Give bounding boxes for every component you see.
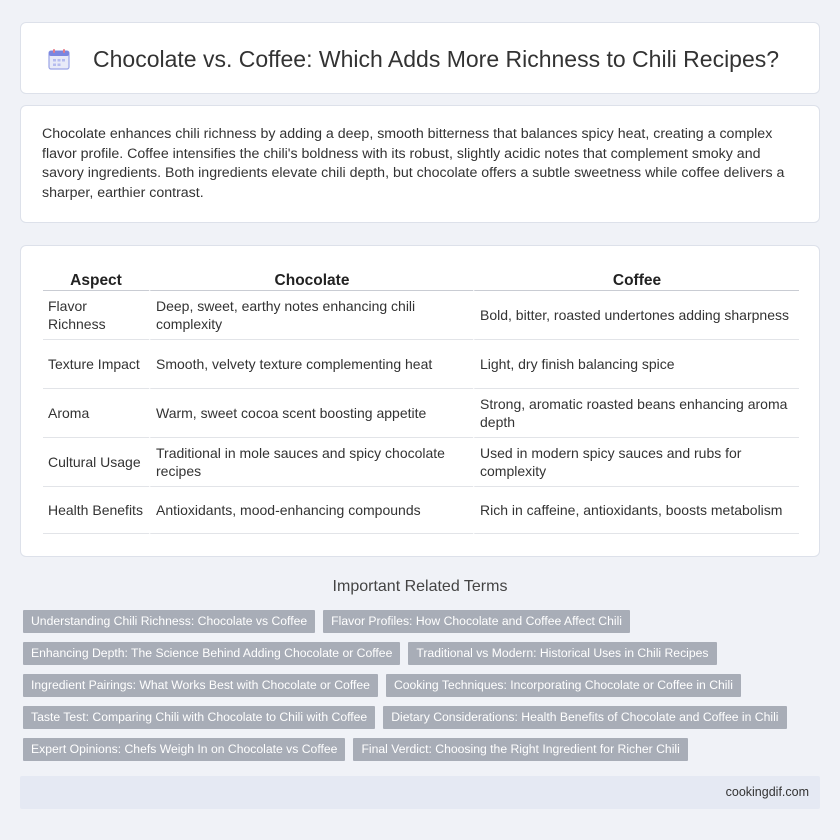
related-terms-title: Important Related Terms [332, 578, 508, 595]
table-row [43, 389, 799, 438]
table-row [43, 340, 799, 389]
cell-aspect: Cultural Usage [43, 438, 149, 487]
tag-row [23, 610, 823, 633]
related-term-tag[interactable]: Taste Test: Comparing Chili with Chocolate to Chili with Coffee [23, 706, 375, 729]
related-term-tag[interactable]: Cooking Techniques: Incorporating Chocolate or Coffee in Chili [386, 674, 741, 697]
related-terms-list [23, 610, 823, 770]
related-term-tag[interactable]: Flavor Profiles: How Chocolate and Coffee Affect Chili [323, 610, 630, 633]
table-row [43, 438, 799, 487]
related-term-tag[interactable]: Enhancing Depth: The Science Behind Adding Chocolate or Coffee [23, 642, 400, 665]
tag-row [23, 642, 823, 665]
cell-chocolate: Deep, sweet, earthy notes enhancing chili complexity [149, 291, 473, 340]
related-term-tag[interactable]: Final Verdict: Choosing the Right Ingredient for Richer Chili [353, 738, 687, 761]
cell-coffee: Rich in caffeine, antioxidants, boosts metabolism [473, 487, 799, 534]
cell-chocolate: Smooth, velvety texture complementing heat [149, 340, 473, 389]
cell-coffee: Used in modern spicy sauces and rubs for complexity [473, 438, 799, 487]
related-term-tag[interactable]: Ingredient Pairings: What Works Best with Chocolate or Coffee [23, 674, 378, 697]
tag-row [23, 674, 823, 697]
calendar-icon [47, 47, 71, 71]
cell-coffee: Light, dry finish balancing spice [473, 340, 799, 389]
header-card [20, 22, 820, 94]
cell-chocolate: Antioxidants, mood-enhancing compounds [149, 487, 473, 534]
footer [20, 776, 820, 809]
cell-chocolate: Traditional in mole sauces and spicy chocolate recipes [149, 438, 473, 487]
intro-card [20, 105, 820, 223]
cell-aspect: Flavor Richness [43, 291, 149, 340]
header-coffee: Coffee [473, 266, 799, 291]
table-row [43, 487, 799, 534]
related-term-tag[interactable]: Understanding Chili Richness: Chocolate vs Coffee [23, 610, 315, 633]
page-title: Chocolate vs. Coffee: Which Adds More Richness to Chili Recipes? [93, 46, 780, 72]
comparison-table-card [20, 245, 820, 557]
header-aspect: Aspect [43, 266, 149, 291]
related-term-tag[interactable]: Expert Opinions: Chefs Weigh In on Chocolate vs Coffee [23, 738, 345, 761]
tag-row [23, 706, 823, 729]
tag-row [23, 738, 823, 761]
related-term-tag[interactable]: Traditional vs Modern: Historical Uses in Chili Recipes [408, 642, 716, 665]
table-row [43, 291, 799, 340]
footer-site-link[interactable]: cookingdif.com [725, 785, 809, 799]
intro-text: Chocolate enhances chili richness by adding a deep, smooth bitterness that balances spicy heat, creating a complex flavor profile. Coffee intensifies the chili's boldness with its robust, slightly acidic notes that complement smoky and savory ingredients. Both ingredients elevate chili depth, but chocolate offers a subtle sweetness while coffee delivers a sharper, earthier contrast. [42, 126, 785, 201]
cell-aspect: Texture Impact [43, 340, 149, 389]
cell-aspect: Aroma [43, 389, 149, 438]
related-term-tag[interactable]: Dietary Considerations: Health Benefits of Chocolate and Coffee in Chili [383, 706, 786, 729]
table-header-row [43, 266, 799, 291]
cell-coffee: Bold, bitter, roasted undertones adding sharpness [473, 291, 799, 340]
cell-chocolate: Warm, sweet cocoa scent boosting appetite [149, 389, 473, 438]
cell-coffee: Strong, aromatic roasted beans enhancing aroma depth [473, 389, 799, 438]
header-chocolate: Chocolate [149, 266, 473, 291]
cell-aspect: Health Benefits [43, 487, 149, 534]
comparison-table [43, 266, 799, 534]
